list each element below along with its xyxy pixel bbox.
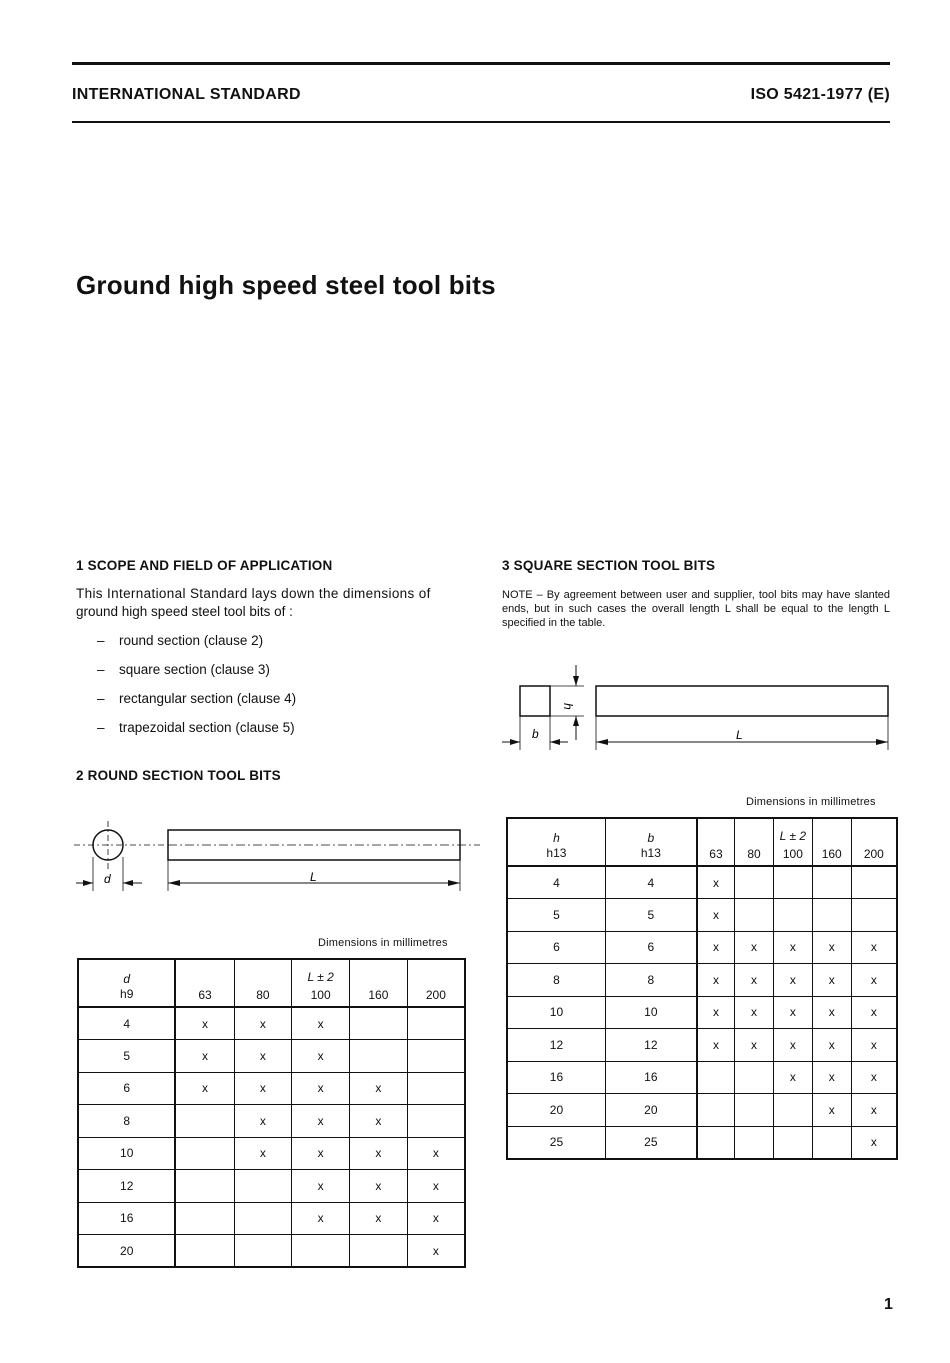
availability-cell: x	[735, 996, 774, 1029]
availability-cell: x	[234, 1007, 292, 1040]
availability-cell	[407, 1105, 465, 1138]
availability-cell	[407, 1007, 465, 1040]
availability-cell: x	[234, 1040, 292, 1073]
table-row	[507, 931, 897, 964]
height-cell: 16	[507, 1061, 605, 1094]
height-cell: 20	[507, 1094, 605, 1127]
table-row	[78, 1137, 465, 1170]
square-section-table	[506, 817, 898, 1160]
length-span-header: L ± 2	[307, 970, 334, 984]
availability-cell: x	[851, 931, 897, 964]
list-item-text: rectangular section (clause 4)	[119, 691, 297, 706]
height-cell: 8	[507, 964, 605, 997]
availability-cell: x	[350, 1072, 408, 1105]
diameter-cell: 10	[78, 1137, 175, 1170]
availability-cell: x	[350, 1170, 408, 1203]
length-column-header: 63	[175, 959, 234, 1007]
diameter-label: d	[104, 872, 111, 886]
list-dash: –	[97, 662, 105, 677]
availability-cell: x	[350, 1105, 408, 1138]
availability-cell	[234, 1235, 292, 1268]
availability-cell	[175, 1202, 234, 1235]
availability-cell: x	[735, 931, 774, 964]
availability-cell: x	[697, 1029, 735, 1062]
diameter-tolerance: h9	[120, 987, 134, 1001]
list-item	[97, 662, 270, 677]
availability-cell	[851, 866, 897, 899]
diameter-cell: 5	[78, 1040, 175, 1073]
length-column-header: 63	[697, 818, 735, 866]
availability-cell	[350, 1007, 408, 1040]
availability-cell	[175, 1105, 234, 1138]
diameter-cell: 16	[78, 1202, 175, 1235]
diameter-cell: 8	[78, 1105, 175, 1138]
availability-cell	[773, 1094, 812, 1127]
table-row	[78, 1170, 465, 1203]
availability-cell: x	[292, 1105, 350, 1138]
length-column-header: 160	[812, 818, 851, 866]
section-1-intro-line-1: This International Standard lays down the dimensions of	[76, 586, 431, 601]
table-row	[78, 1040, 465, 1073]
height-label: h	[561, 703, 575, 710]
section-1-heading: 1 SCOPE AND FIELD OF APPLICATION	[76, 558, 333, 573]
availability-cell	[812, 866, 851, 899]
list-item-text: square section (clause 3)	[119, 662, 270, 677]
availability-cell: x	[292, 1137, 350, 1170]
table-row	[507, 1029, 897, 1062]
availability-cell: x	[851, 1094, 897, 1127]
availability-cell: x	[407, 1235, 465, 1268]
width-column-header	[605, 818, 696, 866]
availability-cell	[234, 1170, 292, 1203]
availability-cell: x	[175, 1040, 234, 1073]
length-label: L	[736, 728, 743, 742]
availability-cell	[697, 1126, 735, 1159]
availability-cell: x	[407, 1137, 465, 1170]
availability-cell: x	[292, 1202, 350, 1235]
table-row	[78, 1105, 465, 1138]
availability-cell	[407, 1072, 465, 1105]
availability-cell: x	[292, 1072, 350, 1105]
availability-cell	[812, 899, 851, 932]
width-cell: 25	[605, 1126, 696, 1159]
availability-cell: x	[697, 866, 735, 899]
height-cell: 25	[507, 1126, 605, 1159]
availability-cell: x	[773, 1029, 812, 1062]
header-top-rule	[72, 62, 890, 65]
availability-cell	[812, 1126, 851, 1159]
table-row	[507, 1094, 897, 1127]
list-item-text: trapezoidal section (clause 5)	[119, 720, 295, 735]
header-right-text: ISO 5421-1977 (E)	[750, 86, 890, 103]
availability-cell	[735, 899, 774, 932]
height-cell: 12	[507, 1029, 605, 1062]
availability-cell: x	[697, 899, 735, 932]
height-cell: 4	[507, 866, 605, 899]
availability-cell: x	[773, 964, 812, 997]
list-item	[97, 633, 263, 648]
round-section-table	[77, 958, 466, 1268]
list-item	[97, 691, 296, 706]
table-row	[507, 899, 897, 932]
availability-cell	[735, 1061, 774, 1094]
square-tool-bit-diagram	[500, 660, 895, 755]
table-row	[507, 964, 897, 997]
availability-cell: x	[812, 964, 851, 997]
availability-cell: x	[292, 1040, 350, 1073]
availability-cell: x	[812, 1029, 851, 1062]
width-cell: 12	[605, 1029, 696, 1062]
availability-cell	[350, 1235, 408, 1268]
availability-cell	[350, 1040, 408, 1073]
height-cell: 10	[507, 996, 605, 1029]
diameter-cell: 4	[78, 1007, 175, 1040]
length-column-header: 200	[851, 818, 897, 866]
page-number: 1	[884, 1296, 893, 1313]
availability-cell	[175, 1235, 234, 1268]
list-item-text: round section (clause 2)	[119, 633, 264, 648]
table-row	[507, 1061, 897, 1094]
width-symbol: b	[647, 831, 655, 845]
height-symbol: h	[553, 831, 560, 845]
availability-cell: x	[812, 931, 851, 964]
availability-cell: x	[773, 1061, 812, 1094]
section-3-note: NOTE – By agreement between user and supplier, tool bits may have slanted ends, but in such cases the overall length L shall be equal to the length L specified in the table.	[502, 589, 890, 629]
availability-cell: x	[697, 964, 735, 997]
table-header-row	[507, 818, 897, 866]
availability-cell: x	[697, 931, 735, 964]
width-cell: 4	[605, 866, 696, 899]
availability-cell: x	[851, 1061, 897, 1094]
availability-cell	[697, 1061, 735, 1094]
width-tolerance: h13	[640, 846, 661, 860]
availability-cell: x	[735, 1029, 774, 1062]
table-row	[78, 1202, 465, 1235]
length-column-header	[773, 818, 812, 866]
height-column-header	[507, 818, 605, 866]
availability-cell: x	[773, 996, 812, 1029]
length-span-header: L ± 2	[779, 829, 807, 843]
availability-cell: x	[851, 1029, 897, 1062]
length-column-header: 80	[234, 959, 292, 1007]
availability-cell: x	[234, 1105, 292, 1138]
table-row	[78, 1007, 465, 1040]
section-3-units: Dimensions in millimetres	[746, 796, 876, 808]
round-tool-bit-diagram	[70, 815, 480, 895]
availability-cell: x	[812, 1061, 851, 1094]
availability-cell	[773, 866, 812, 899]
availability-cell	[773, 1126, 812, 1159]
height-cell: 5	[507, 899, 605, 932]
availability-cell	[697, 1094, 735, 1127]
document-title: Ground high speed steel tool bits	[76, 270, 496, 300]
availability-cell: x	[851, 996, 897, 1029]
section-1-intro-line-2: ground high speed steel tool bits of :	[76, 604, 293, 619]
availability-cell: x	[407, 1202, 465, 1235]
list-item	[97, 720, 295, 735]
availability-cell: x	[292, 1007, 350, 1040]
table-row	[507, 866, 897, 899]
header-bottom-rule	[72, 121, 890, 123]
length-column-header: 80	[735, 818, 774, 866]
diameter-cell: 12	[78, 1170, 175, 1203]
table-row	[507, 1126, 897, 1159]
section-2-units: Dimensions in millimetres	[318, 937, 448, 949]
width-cell: 6	[605, 931, 696, 964]
height-tolerance: h13	[546, 846, 567, 860]
availability-cell	[175, 1137, 234, 1170]
diameter-cell: 20	[78, 1235, 175, 1268]
length-label: L	[310, 870, 317, 884]
availability-cell	[735, 1094, 774, 1127]
availability-cell: x	[773, 931, 812, 964]
diameter-column-header	[78, 959, 175, 1007]
diameter-cell: 6	[78, 1072, 175, 1105]
width-label: b	[532, 727, 539, 741]
availability-cell: x	[851, 964, 897, 997]
list-dash: –	[97, 691, 105, 706]
section-2-heading: 2 ROUND SECTION TOOL BITS	[76, 768, 281, 783]
width-cell: 10	[605, 996, 696, 1029]
availability-cell: x	[697, 996, 735, 1029]
availability-cell: x	[234, 1072, 292, 1105]
availability-cell: x	[175, 1007, 234, 1040]
availability-cell: x	[407, 1170, 465, 1203]
availability-cell	[292, 1235, 350, 1268]
availability-cell: x	[812, 1094, 851, 1127]
availability-cell	[851, 899, 897, 932]
availability-cell	[407, 1040, 465, 1073]
availability-cell: x	[812, 996, 851, 1029]
table-row	[507, 996, 897, 1029]
list-dash: –	[97, 633, 105, 648]
section-3-heading: 3 SQUARE SECTION TOOL BITS	[502, 558, 716, 573]
availability-cell: x	[234, 1137, 292, 1170]
length-column-header: 160	[350, 959, 408, 1007]
availability-cell: x	[350, 1137, 408, 1170]
length-column-header: 200	[407, 959, 465, 1007]
table-row	[78, 1072, 465, 1105]
width-cell: 20	[605, 1094, 696, 1127]
availability-cell	[735, 1126, 774, 1159]
list-dash: –	[97, 720, 105, 735]
availability-cell: x	[292, 1170, 350, 1203]
availability-cell: x	[735, 964, 774, 997]
availability-cell	[773, 899, 812, 932]
width-cell: 8	[605, 964, 696, 997]
availability-cell: x	[175, 1072, 234, 1105]
diameter-symbol: d	[123, 972, 131, 986]
table-row	[78, 1235, 465, 1268]
table-header-row	[78, 959, 465, 1007]
availability-cell: x	[350, 1202, 408, 1235]
availability-cell	[234, 1202, 292, 1235]
availability-cell: x	[851, 1126, 897, 1159]
header-left-text: INTERNATIONAL STANDARD	[72, 86, 301, 103]
length-column-header	[292, 959, 350, 1007]
height-cell: 6	[507, 931, 605, 964]
length-value: 100	[310, 988, 331, 1002]
length-value: 100	[782, 847, 803, 861]
width-cell: 16	[605, 1061, 696, 1094]
availability-cell	[175, 1170, 234, 1203]
width-cell: 5	[605, 899, 696, 932]
availability-cell	[735, 866, 774, 899]
